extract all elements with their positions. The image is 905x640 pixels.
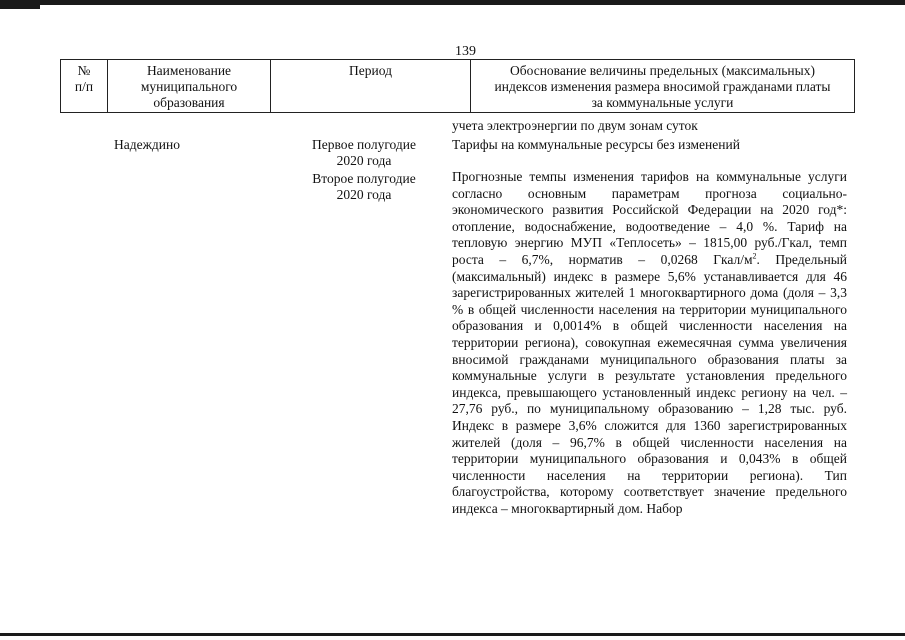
period-first-half-note: Тарифы на коммунальные ресурсы без изменений bbox=[452, 137, 740, 152]
column-header-number: № п/п bbox=[61, 60, 108, 113]
period-first-half: Первое полугодие 2020 года bbox=[312, 137, 416, 168]
continuation-line: учета электроэнергии по двум зонам суток bbox=[452, 118, 698, 133]
column-header-justification: Обоснование величины предельных (максимальных) индексов изменения размера вносимой гражданами платы за коммунальные услуги bbox=[471, 60, 855, 113]
justification-text-part-b: . Предельный (максимальный) индекс в размере 5,6% устанавливается для 46 зарегистрированных жителей 1 многоквартирного дома (доля – 3,3 % в общей численности населения на территории муниципального образования и 0,0014% в общей численности населения на территории региона), совокупная ежемесячная сумма увеличения вносимой гражданами муниципального образования платы за коммунальные услуги в результате установления предельного индекса, превышающего установленный индекс региону на чел. – 27,76 руб., по муниципальному образованию – 1,28 тыс. руб. Индекс в размере 3,6% сложится для 1360 зарегистрированных жителей (доля – 96,7% в общей численности населения на территории муниципального образования и 0,043% в общей численности населения на территории региона). Тип благоустройства, которому соответствует значение предельного индекса – многоквартирный дом. Набор bbox=[452, 251, 847, 516]
column-header-period: Период bbox=[271, 60, 471, 113]
justification-text-part-a: Прогнозные темпы изменения тарифов на коммунальные услуги согласно основным параметрам прогноза социально-экономического развития Российской Федерации на 2020 год*: отопление, водоснабжение, водоотведение – 4,0 %. Тариф на тепловую энергию МУП «Теплосеть» – 1815,00 руб./Гкал, темп роста – 6,7%, норматив – 0,0268 Гкал/м bbox=[452, 169, 847, 267]
column-header-municipality: Наименование муниципального образования bbox=[108, 60, 271, 113]
page-number: 139 bbox=[455, 44, 476, 59]
period-second-half: Второе полугодие 2020 года bbox=[312, 171, 416, 202]
scan-bottom-border bbox=[0, 633, 905, 636]
scan-top-border bbox=[0, 0, 905, 5]
justification-paragraph bbox=[452, 169, 847, 517]
scan-top-left-mark bbox=[0, 0, 40, 9]
municipality-name: Надеждино bbox=[114, 137, 180, 152]
superscript-two: 2 bbox=[752, 251, 757, 261]
table-header bbox=[60, 59, 855, 113]
